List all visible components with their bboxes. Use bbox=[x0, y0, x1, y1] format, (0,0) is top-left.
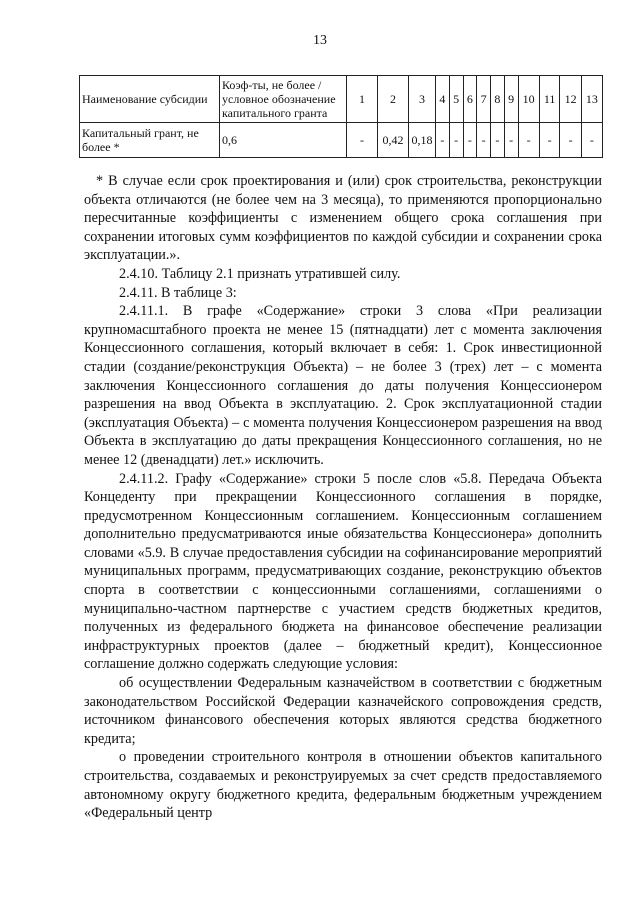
header-col: 2 bbox=[378, 76, 409, 123]
subsidy-coefficients-table bbox=[79, 75, 603, 158]
header-col: 3 bbox=[409, 76, 436, 123]
row-value: - bbox=[347, 123, 378, 158]
header-col: 13 bbox=[581, 76, 602, 123]
row-value: - bbox=[504, 123, 518, 158]
row-value: - bbox=[539, 123, 560, 158]
row-value: - bbox=[449, 123, 463, 158]
header-col: 7 bbox=[477, 76, 491, 123]
paragraph: 2.4.11.1. В графе «Содержание» строки 3 слова «При реализации крупномасштабного проекта не менее 15 (пятнадцати) лет с момента заключения Концессионного соглашения, который включает в себя: 1. Срок инвестиционной стадии (создание/реконструкция Объекта) – не более 3 (трех) лет – с момента заключения Концессионного соглашения до даты получения Концессионером разрешения на ввод Объекта в эксплуатацию. 2. Срок эксплуатационной стадии (эксплуатация Объекта) – с момента получения Концессионером разрешения на ввод Объекта в эксплуатацию до даты прекращения Концессионного соглашения, но не менее 12 (двенадцати) лет.» исключить. bbox=[84, 303, 602, 468]
paragraph: о проведении строительного контроля в отношении объектов капитального строительства, создаваемых и реконструируемых за счет средств предоставляемого автономному округу бюджетного кредита, федеральным бюджетным учреждением «Федеральный центр bbox=[84, 749, 602, 822]
page-number: 13 bbox=[313, 33, 327, 48]
header-col: 12 bbox=[560, 76, 581, 123]
row-value: - bbox=[581, 123, 602, 158]
row-value: 0,18 bbox=[409, 123, 436, 158]
row-value: - bbox=[560, 123, 581, 158]
header-col: 10 bbox=[518, 76, 539, 123]
header-col: 1 bbox=[347, 76, 378, 123]
header-col: 6 bbox=[463, 76, 477, 123]
paragraph: 2.4.11. В таблице 3: bbox=[119, 284, 237, 301]
row-coefficient: 0,6 bbox=[220, 123, 347, 158]
row-value: 0,42 bbox=[378, 123, 409, 158]
paragraph: 2.4.10. Таблицу 2.1 признать утратившей силу. bbox=[119, 265, 401, 282]
row-value: - bbox=[477, 123, 491, 158]
header-col: 9 bbox=[504, 76, 518, 123]
paragraph: об осуществлении Федеральным казначейством в соответствии с бюджетным законодательством Российской Федерации казначейского сопровождения средств, источником финансового обеспечения которых являются средства бюджетного кредита; bbox=[84, 675, 602, 747]
header-col: 11 bbox=[539, 76, 560, 123]
header-col: 4 bbox=[436, 76, 450, 123]
table-row bbox=[80, 123, 603, 158]
row-value: - bbox=[518, 123, 539, 158]
document-body bbox=[84, 172, 602, 823]
header-col: 5 bbox=[449, 76, 463, 123]
paragraph: 2.4.11.2. Графу «Содержание» строки 5 после слов «5.8. Передача Объекта Концеденту при прекращении Концессионного соглашения в порядке, предусмотренном Концессионным соглашением. Концессионным соглашением дополнительно предусматриваются иные обязательства Концессионера» дополнить словами «5.9. В случае предоставления субсидии на софинансирование мероприятий муниципальных программ, предусматривающих создание, реконструкцию объектов спорта в соответствии с концессионными соглашениями, соглашениями о муниципально-частном партнерстве с участием средств бюджетных кредитов, полученных из федерального бюджета на финансовое обеспечение реализации инфраструктурных проектов (далее – бюджетный кредит), Концессионное соглашение должно содержать следующие условия: bbox=[84, 470, 602, 673]
row-value: - bbox=[491, 123, 505, 158]
row-value: - bbox=[463, 123, 477, 158]
table-footnote: * В случае если срок проектирования и (или) срок строительства, реконструкции объекта отличаются (не более чем на 3 месяца), то применяются пропорционально пересчитанные коэффициенты с изменением общего срока соглашения при сохранении итоговых сумм коэффициентов по каждой субсидии и сохранении срока эксплуатации.». bbox=[84, 173, 602, 264]
header-subsidy-name: Наименование субсидии bbox=[80, 76, 220, 123]
row-subsidy-name: Капитальный грант, не более * bbox=[80, 123, 220, 158]
header-coefficient: Коэф-ты, не более / условное обозначение капитального гранта bbox=[220, 76, 347, 123]
header-col: 8 bbox=[491, 76, 505, 123]
table-header-row bbox=[80, 76, 603, 123]
row-value: - bbox=[436, 123, 450, 158]
